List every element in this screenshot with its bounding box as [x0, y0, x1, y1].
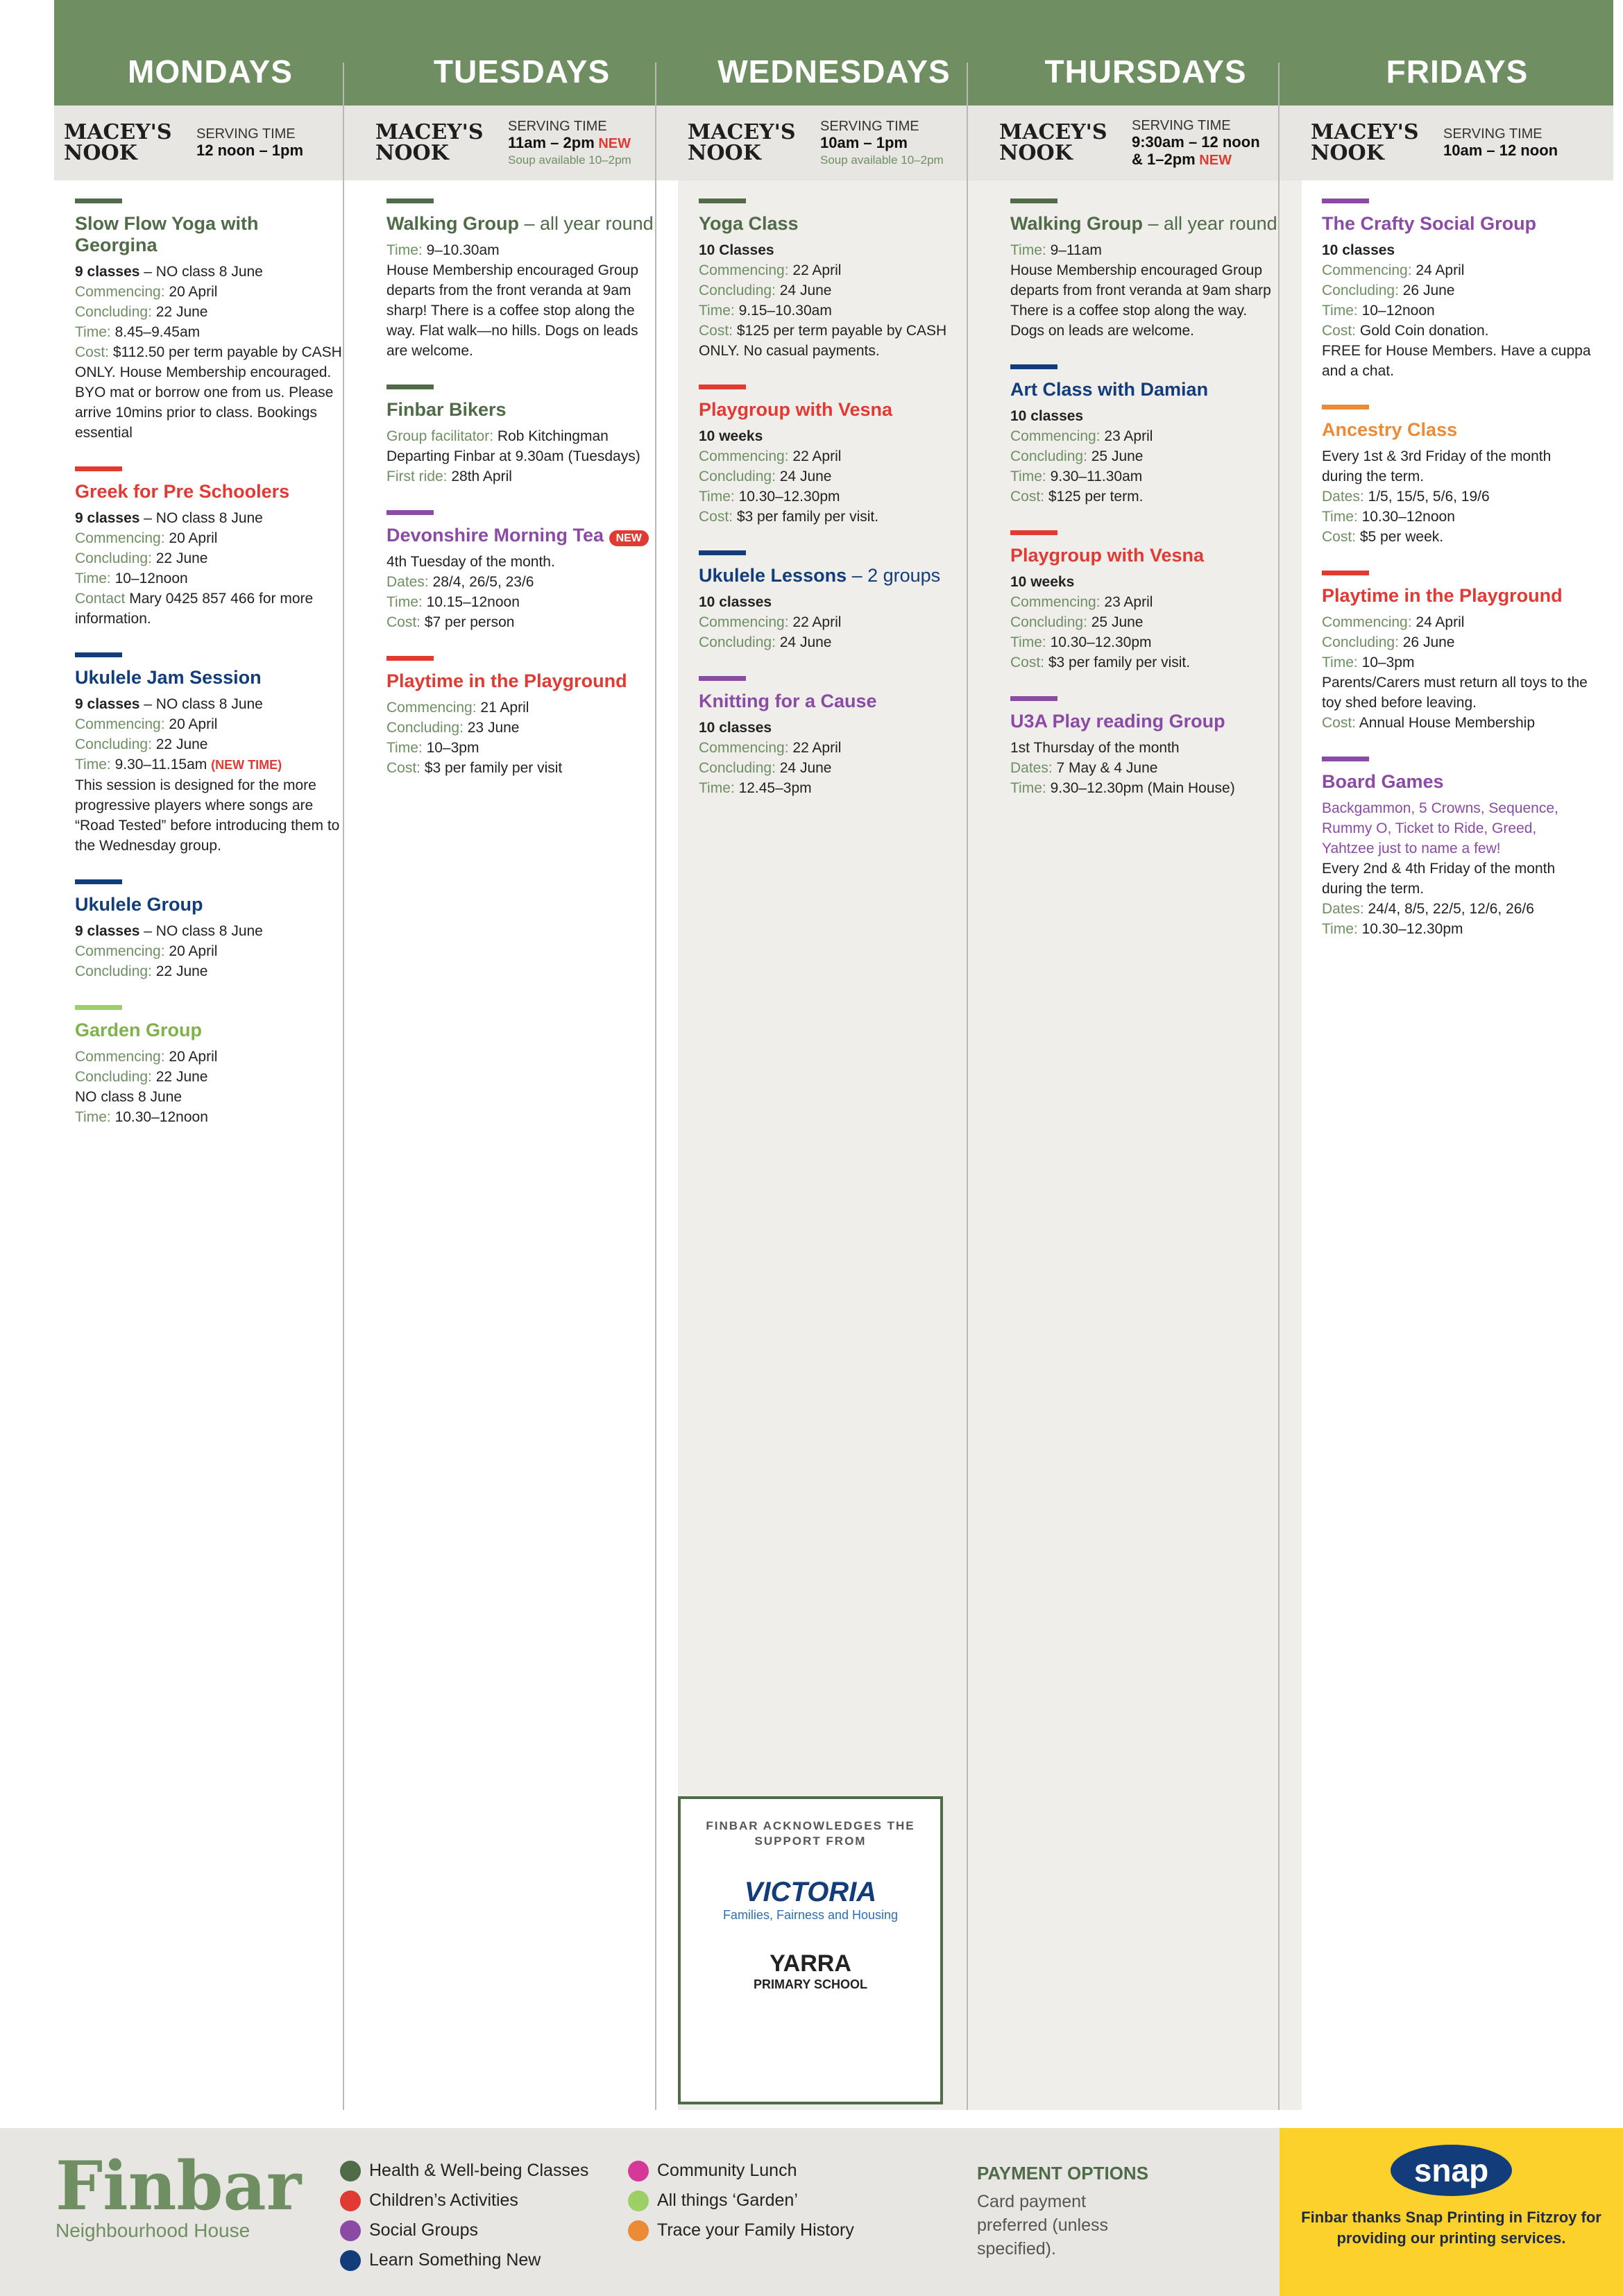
legend: Community Lunch All things ‘Garden’ Trace your Family History: [628, 2156, 854, 2245]
day-header: MONDAYS: [54, 0, 366, 105]
legend: Health & Well-being Classes Children’s Activities Social Groups Learn Something New: [340, 2156, 588, 2275]
footer: [0, 2128, 1623, 2296]
serving-bar: MACEY'S NOOK SERVING TIME 12 noon – 1pm: [54, 105, 366, 180]
day-header: TUESDAYS: [366, 0, 678, 105]
thursday-column: THURSDAYS MACEY'S NOOK SERVING TIME 9:30am – 12 noon & 1–2pm NEW Walking Group – all year round Time: 9–11am House Membership encouraged Group departs from front veranda at 9am sharp There is a coffee stop along the way. Dogs on leads are welcome. Art Class with Damian 10 classes Commencing: 23 April Concluding: 25 June Time: 9.30–11.30am Cost: $125 per term. Playgroup with Vesna 10 weeks Commencing: 23 April Concluding: 25 June Time: 10.30–12.30pm Cost: $3 per family per visit. U3A Play reading Group 1st Thursday of the month Dates: 7 May & 4 June Time: 9.30–12.30pm (Main House): [989, 0, 1302, 2110]
event-ukulele-group: Ukulele Group 9 classes – NO class 8 June Commencing: 20 April Concluding: 22 June: [75, 879, 346, 981]
event-walking-group: Walking Group – all year round Time: 9–11am House Membership encouraged Group departs from front veranda at 9am sharp There is a coffee stop along the way. Dogs on leads are welcome.: [1010, 199, 1281, 341]
maceys-nook-logo: MACEY'S NOOK: [64, 120, 172, 165]
event-devonshire-tea: Devonshire Morning Tea NEW 4th Tuesday of the month. Dates: 28/4, 26/5, 23/6 Time: 10.15–12noon Cost: $7 per person: [386, 510, 657, 632]
snap-printing-box: snap Finbar thanks Snap Printing in Fitzroy for providing our printing services.: [1280, 2128, 1623, 2296]
payment-options: PAYMENT OPTIONS Card payment preferred (unless specified).: [977, 2163, 1149, 2259]
victoria-logo: VICTORIA: [744, 1877, 877, 1907]
friday-column: FRIDAYS MACEY'S NOOK SERVING TIME 10am – 12 noon The Crafty Social Group 10 classes Commencing: 24 April Concluding: 26 June Time: 10–12noon Cost: Gold Coin donation. FREE for House Members. Have a cuppa and a chat. Ancestry Class Every 1st & 3rd Friday of the month during the term. Dates: 1/5, 15/5, 5/6, 19/6 Time: 10.30–12noon Cost: $5 per week. Playtime in the Playground Commencing: 24 April Concluding: 26 June Time: 10–3pm Parents/Carers must return all toys to the toy shed before leaving. Cost: Annual House Membership Board Games Backgammon, 5 Crowns, Sequence, Rummy O, Ticket to Ride, Greed, Yahtzee just to name a few! Every 2nd & 4th Friday of the month during the term. Dates: 24/4, 8/5, 22/5, 12/6, 26/6 Time: 10.30–12.30pm: [1301, 0, 1613, 2110]
day-header: THURSDAYS: [989, 0, 1302, 105]
event-playtime: Playtime in the Playground Commencing: 21 April Concluding: 23 June Time: 10–3pm Cost: $3 per family per visit: [386, 656, 657, 778]
maceys-nook-logo: MACEY'S NOOK: [999, 120, 1107, 165]
event-crafty-social: The Crafty Social Group 10 classes Commencing: 24 April Concluding: 26 June Time: 10–12noon Cost: Gold Coin donation. FREE for House Members. Have a cuppa and a chat.: [1322, 199, 1592, 381]
event-playtime: Playtime in the Playground Commencing: 24 April Concluding: 26 June Time: 10–3pm Parents/Carers must return all toys to the toy shed before leaving. Cost: Annual House Membership: [1322, 571, 1592, 733]
event-board-games: Board Games Backgammon, 5 Crowns, Sequence, Rummy O, Ticket to Ride, Greed, Yahtzee just to name a few! Every 2nd & 4th Friday of the month during the term. Dates: 24/4, 8/5, 22/5, 12/6, 26/6 Time: 10.30–12.30pm: [1322, 757, 1592, 939]
event-slow-flow-yoga: Slow Flow Yoga with Georgina 9 classes – NO class 8 June Commencing: 20 April Concluding: 22 June Time: 8.45–9.45am Cost: $112.50 per term payable by CASH ONLY. House Membership encouraged. BYO mat or borrow one from us. Please arrive 10mins prior to class. Bookings essential: [75, 199, 346, 443]
maceys-nook-logo: MACEY'S NOOK: [688, 120, 796, 165]
maceys-nook-logo: MACEY'S NOOK: [1311, 120, 1419, 165]
maceys-nook-logo: MACEY'S NOOK: [375, 120, 484, 165]
wednesday-column: WEDNESDAYS MACEY'S NOOK SERVING TIME 10am – 1pm Soup available 10–2pm Yoga Class 10 Classes Commencing: 22 April Concluding: 24 June Time: 9.15–10.30am Cost: $125 per term payable by CASH ONLY. No casual payments. Playgroup with Vesna 10 weeks Commencing: 22 April Concluding: 24 June Time: 10.30–12.30pm Cost: $3 per family per visit. Ukulele Lessons – 2 groups 10 classes Commencing: 22 April Concluding: 24 June Knitting for a Cause 10 classes Commencing: 22 April Concluding: 24 June Time: 12.45–3pm: [678, 0, 990, 2110]
day-header: WEDNESDAYS: [678, 0, 990, 105]
event-ukulele-jam: Ukulele Jam Session 9 classes – NO class 8 June Commencing: 20 April Concluding: 22 June Time: 9.30–11.15am (NEW TIME) This session is designed for the more progressive players where songs are “Road Tested” before introducing them to the Wednesday group.: [75, 652, 346, 856]
snap-logo: snap: [1391, 2145, 1512, 2196]
event-art-class: Art Class with Damian 10 classes Commencing: 23 April Concluding: 25 June Time: 9.30–11.30am Cost: $125 per term.: [1010, 364, 1281, 507]
monday-column: [54, 0, 366, 2110]
event-garden-group: Garden Group Commencing: 20 April Concluding: 22 June NO class 8 June Time: 10.30–12noon: [75, 1005, 346, 1127]
event-greek-preschoolers: Greek for Pre Schoolers 9 classes – NO class 8 June Commencing: 20 April Concluding: 22 June Time: 10–12noon Contact Mary 0425 857 466 for more information.: [75, 466, 346, 629]
tuesday-column: TUESDAYS MACEY'S NOOK SERVING TIME 11am – 2pm NEW Soup available 10–2pm Walking Group – all year round Time: 9–10.30am House Membership encouraged Group departs from the front veranda at 9am sharp! There is a coffee stop along the way. Flat walk—no hills. Dogs on leads are welcome. Finbar Bikers Group facilitator: Rob Kitchingman Departing Finbar at 9.30am (Tuesdays) First ride: 28th April Devonshire Morning Tea NEW 4th Tuesday of the month. Dates: 28/4, 26/5, 23/6 Time: 10.15–12noon Cost: $7 per person Playtime in the Playground Commencing: 21 April Concluding: 23 June Time: 10–3pm Cost: $3 per family per visit: [366, 0, 678, 2110]
day-header: FRIDAYS: [1301, 0, 1613, 105]
event-u3a-play-reading: U3A Play reading Group 1st Thursday of the month Dates: 7 May & 4 June Time: 9.30–12.30pm (Main House): [1010, 696, 1281, 798]
event-knitting: Knitting for a Cause 10 classes Commencing: 22 April Concluding: 24 June Time: 12.45–3pm: [699, 676, 969, 798]
event-ukulele-lessons: Ukulele Lessons – 2 groups 10 classes Commencing: 22 April Concluding: 24 June: [699, 550, 969, 652]
yarra-primary-logo: YARRA: [770, 1950, 851, 1977]
event-ancestry: Ancestry Class Every 1st & 3rd Friday of the month during the term. Dates: 1/5, 15/5, 5/6, 19/6 Time: 10.30–12noon Cost: $5 per week.: [1322, 405, 1592, 547]
event-playgroup: Playgroup with Vesna 10 weeks Commencing: 22 April Concluding: 24 June Time: 10.30–12.30pm Cost: $3 per family per visit.: [699, 385, 969, 527]
event-playgroup: Playgroup with Vesna 10 weeks Commencing: 23 April Concluding: 25 June Time: 10.30–12.30pm Cost: $3 per family per visit.: [1010, 530, 1281, 673]
acknowledgement-box: FINBAR ACKNOWLEDGES THE SUPPORT FROM VICTORIA Families, Fairness and Housing YARRA PRIMARY SCHOOL: [678, 1796, 943, 2104]
event-walking-group: Walking Group – all year round Time: 9–10.30am House Membership encouraged Group departs from the front veranda at 9am sharp! There is a coffee stop along the way. Flat walk—no hills. Dogs on leads are welcome.: [386, 199, 657, 361]
finbar-logo: Finbar Neighbourhood House: [56, 2147, 302, 2241]
event-yoga-class: Yoga Class 10 Classes Commencing: 22 April Concluding: 24 June Time: 9.15–10.30am Cost: $125 per term payable by CASH ONLY. No casual payments.: [699, 199, 969, 361]
event-finbar-bikers: Finbar Bikers Group facilitator: Rob Kitchingman Departing Finbar at 9.30am (Tuesdays) First ride: 28th April: [386, 385, 657, 487]
